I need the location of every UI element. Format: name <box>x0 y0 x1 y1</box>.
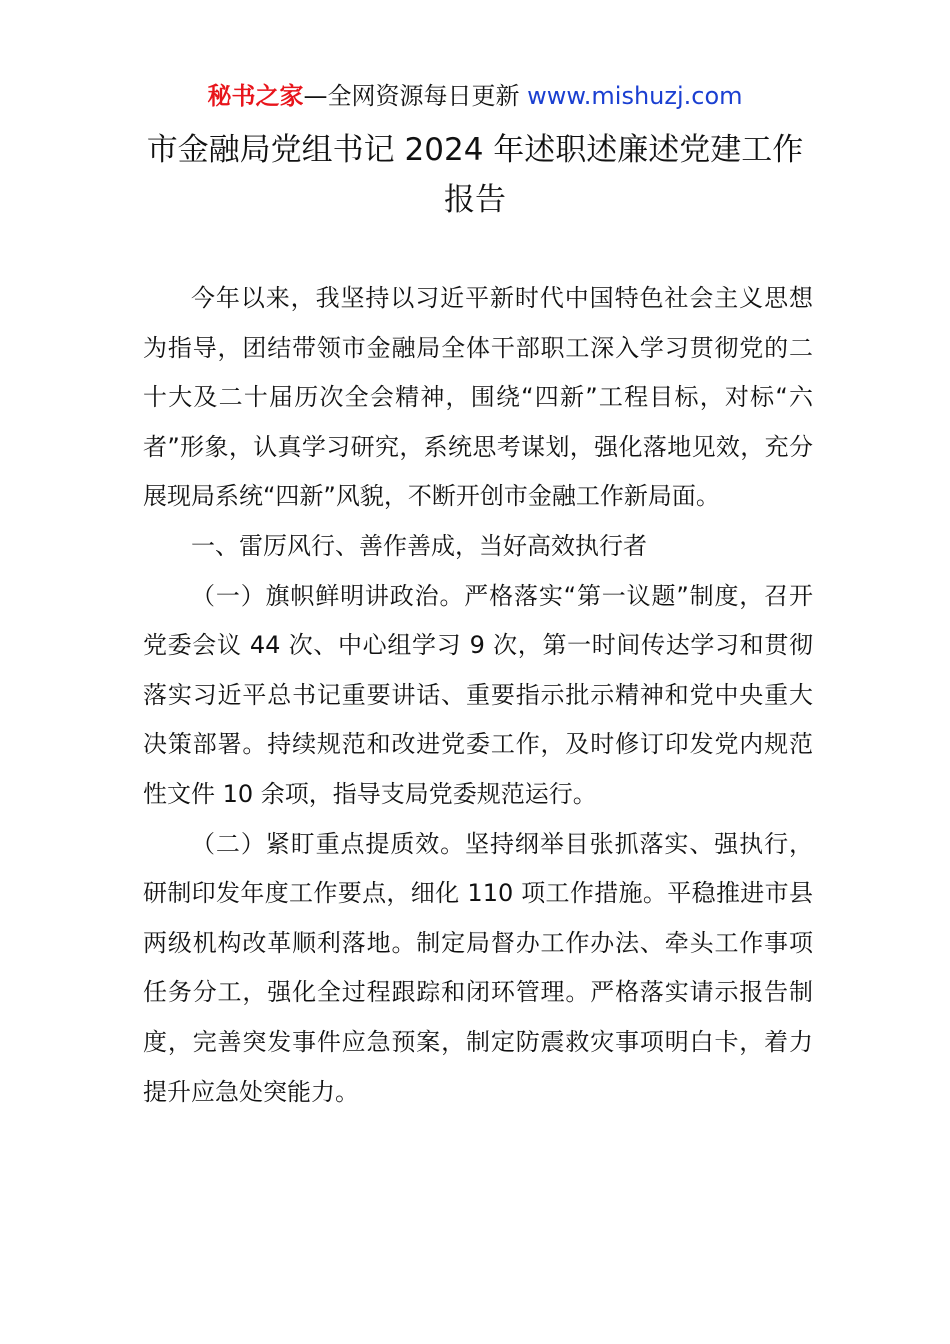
site-header <box>0 80 950 112</box>
subsection-paragraph-1: （一）旗帜鲜明讲政治。严格落实“第一议题”制度，召开党委会议 44 次、中心组学习 9 次，第一时间传达学习和贯彻落实习近平总书记重要讲话、重要指示批示精神和党中央重大决策部署。持续规范和改进党委工作，及时修订印发党内规范性文件 10 余项，指导支局党委规范运行。 <box>143 581 813 808</box>
intro-paragraph: 今年以来，我坚持以习近平新时代中国特色社会主义思想为指导，团结带领市金融局全体干部职工深入学习贯彻党的二十大及二十届历次全会精神，围绕“四新”工程目标，对标“六者”形象，认真学习研究，系统思考谋划，强化落地见效，充分展现局系统“四新”风貌，不断开创市金融工作新局面。 <box>143 284 813 511</box>
brand-name: 秘书之家 <box>207 82 304 110</box>
title-line-2: 报告 <box>444 182 506 218</box>
subsection-paragraph-2: （二）紧盯重点提质效。坚持纲举目张抓落实、强执行，研制印发年度工作要点，细化 110 项工作措施。平稳推进市县两级机构改革顺利落地。制定局督办工作办法、牵头工作事项任务分工，强化全过程跟踪和闭环管理。严格落实请示报告制度，完善突发事件应急预案，制定防震救灾事项明白卡，着力提升应急处突能力。 <box>143 829 813 1106</box>
header-url-link[interactable]: www.mishuzj.com <box>527 82 743 110</box>
section-heading-1: 一、雷厉风行、善作善成，当好高效执行者 <box>191 531 647 560</box>
header-tagline: —全网资源每日更新 <box>303 82 528 110</box>
title-line-1: 市金融局党组书记 2024 年述职述廉述党建工作 <box>146 132 804 168</box>
document-title <box>120 125 830 225</box>
document-body <box>143 274 813 1117</box>
